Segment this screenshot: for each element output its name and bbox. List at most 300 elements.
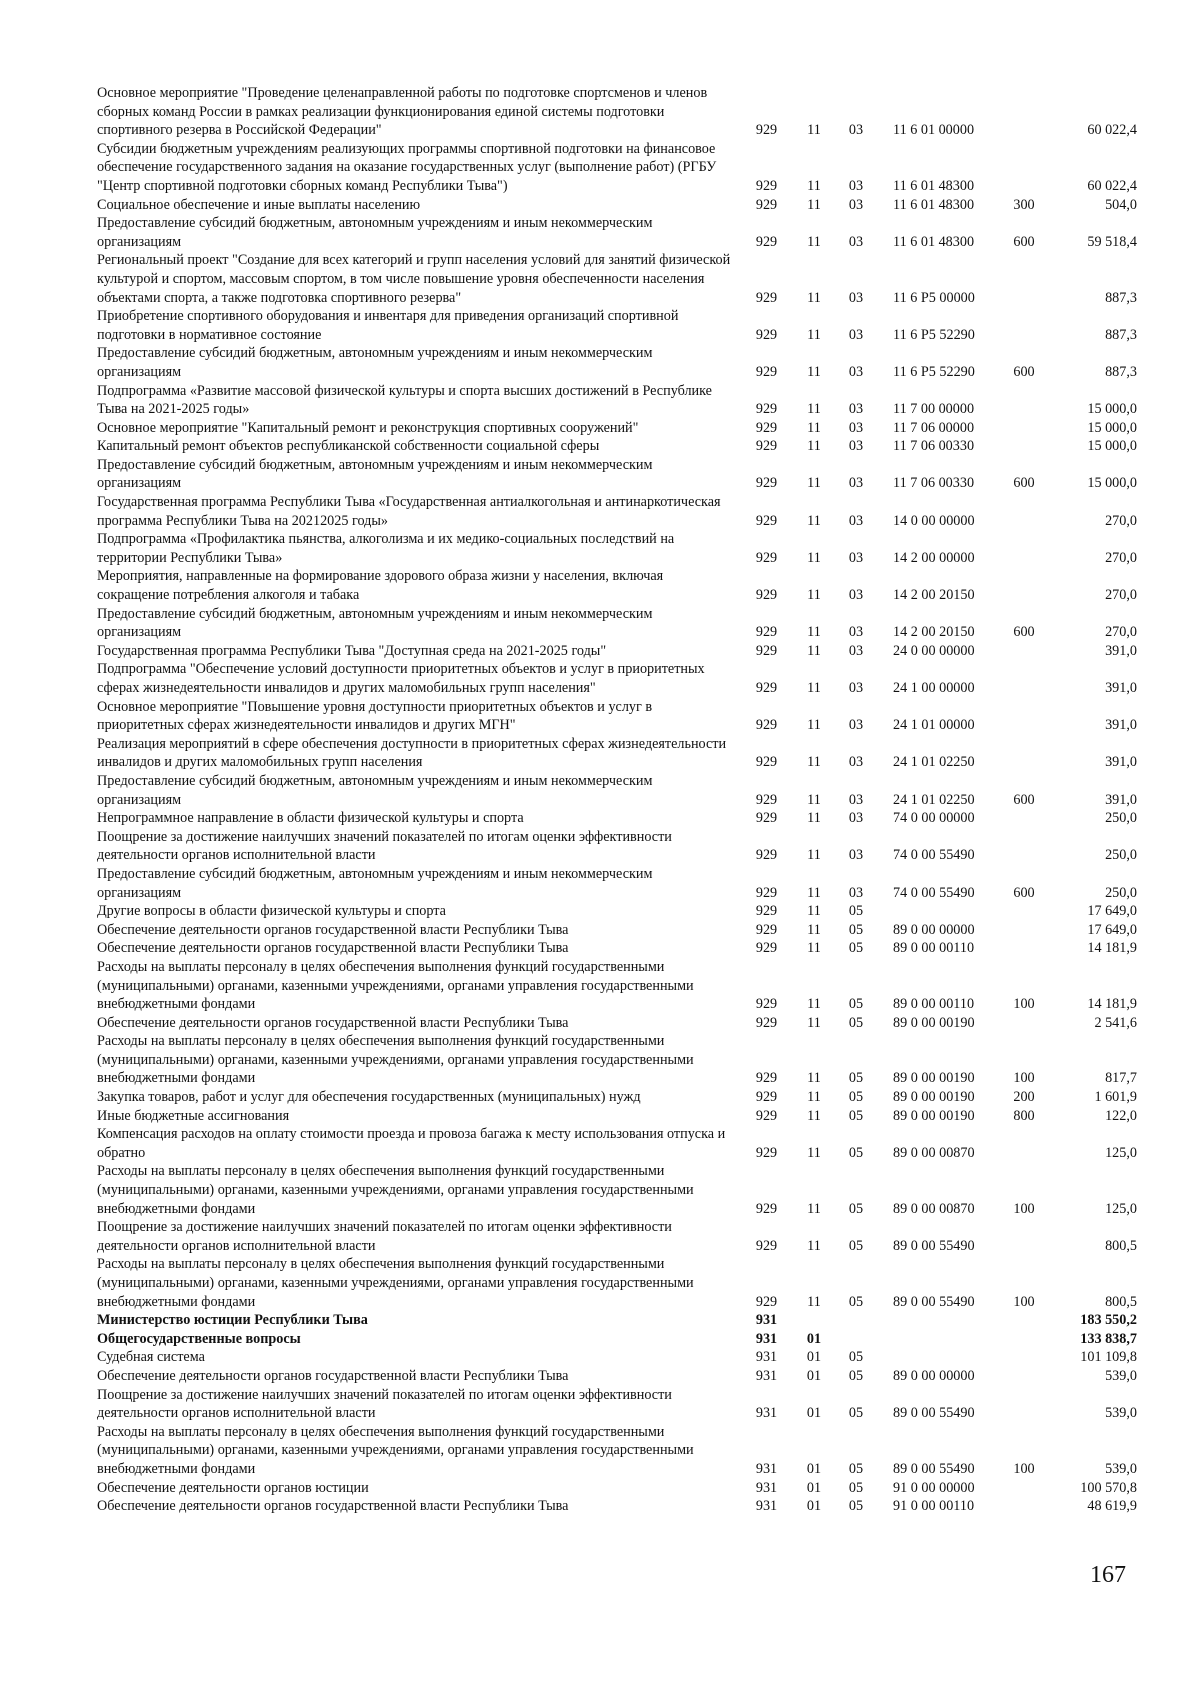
subsection-code: 05 (848, 1349, 864, 1366)
row-name: Обеспечение деятельности органов государственной власти Республики Тыва (97, 1367, 569, 1384)
amount: 887,3 (1105, 326, 1137, 343)
amount: 391,0 (1105, 642, 1137, 659)
admin-code: 931 (755, 1367, 778, 1384)
admin-code: 929 (755, 680, 778, 696)
table-row (97, 251, 1137, 307)
row-name: Расходы на выплаты персоналу в целях обеспечения выполнения функций государственными (муниципальными) органами, казенными учреждениями, органами управления государственными внебюджетными фондами (97, 1163, 694, 1217)
section-code: 11 (807, 1144, 821, 1161)
target-article-code: 11 6 P5 00000 (893, 289, 975, 306)
row-name: Капитальный ремонт объектов республиканской собственности социальной сферы (97, 438, 600, 455)
section-code: 11 (807, 754, 821, 771)
section-code: 11 (807, 196, 821, 213)
table-row (97, 809, 1137, 828)
table-row (97, 1014, 1137, 1033)
target-article-code: 89 0 00 55490 (893, 1405, 975, 1422)
table-row (97, 437, 1137, 456)
amount: 887,3 (1105, 289, 1137, 306)
admin-code: 929 (755, 1089, 778, 1106)
subsection-code: 05 (848, 1293, 864, 1310)
amount: 270,0 (1105, 587, 1137, 604)
amount: 133 838,7 (1080, 1330, 1137, 1347)
admin-code: 929 (755, 587, 778, 604)
admin-code: 929 (755, 940, 778, 957)
section-code: 01 (806, 1405, 822, 1422)
section-code: 11 (807, 810, 821, 827)
subsection-code: 03 (848, 810, 864, 827)
section-code: 11 (807, 233, 821, 250)
expense-type-code: 600 (1013, 475, 1035, 492)
admin-code: 929 (755, 1014, 778, 1031)
target-article-code: 89 0 00 00190 (893, 1014, 975, 1031)
amount: 270,0 (1105, 512, 1137, 529)
target-article-code: 11 6 01 48300 (893, 196, 975, 213)
amount: 122,0 (1105, 1107, 1137, 1124)
section-code: 11 (807, 1237, 821, 1254)
table-row (97, 1386, 1137, 1423)
table-row (97, 865, 1137, 902)
amount: 17 649,0 (1087, 921, 1137, 938)
target-article-code: 89 0 00 00000 (893, 921, 975, 938)
expense-type-code: 100 (1013, 1460, 1035, 1477)
amount: 250,0 (1105, 810, 1137, 827)
row-name: Государственная программа Республики Тыва "Доступная среда на 2021-2025 годы" (97, 642, 607, 659)
admin-code: 929 (755, 326, 778, 343)
target-article-code: 74 0 00 00000 (893, 810, 975, 827)
amount: 17 649,0 (1087, 903, 1137, 920)
admin-code: 929 (755, 624, 778, 641)
section-code: 11 (807, 363, 821, 380)
row-name: Непрограммное направление в области физической культуры и спорта (97, 810, 524, 827)
subsection-code: 05 (848, 1237, 864, 1254)
subsection-code: 05 (848, 1367, 864, 1384)
amount: 14 181,9 (1087, 940, 1137, 957)
amount: 887,3 (1105, 363, 1137, 380)
table-row (97, 196, 1137, 215)
row-name: Мероприятия, направленные на формирование здорового образа жизни у населения, включая сокращение потребления алкоголя и табака (97, 568, 664, 604)
target-article-code: 14 2 00 20150 (893, 624, 975, 641)
table-row (97, 344, 1137, 381)
row-name: Региональный проект "Создание для всех категорий и групп населения условий для занятий физической культурой и спортом, массовым спортом, в том числе повышение уровня обеспеченности населения объектами спорта, а также подготовка спортивного резерва" (97, 252, 731, 306)
row-name: Предоставление субсидий бюджетным, автономным учреждениям и иным некоммерческим организациям (97, 456, 653, 492)
section-code: 11 (807, 122, 821, 139)
row-name: Закупка товаров, работ и услуг для обеспечения государственных (муниципальных) нужд (97, 1089, 641, 1106)
admin-code: 929 (755, 1070, 778, 1087)
page-number: 167 (1090, 1562, 1126, 1588)
subsection-code: 03 (848, 326, 864, 343)
amount: 391,0 (1105, 680, 1137, 696)
target-article-code: 89 0 00 00870 (893, 1200, 975, 1217)
admin-code: 929 (755, 791, 778, 808)
subsection-code: 03 (848, 642, 864, 659)
table-row (97, 735, 1137, 772)
admin-code: 931 (755, 1479, 778, 1496)
admin-code: 931 (755, 1312, 778, 1329)
table-row (97, 642, 1137, 661)
target-article-code: 89 0 00 00190 (893, 1089, 975, 1106)
table-row (97, 493, 1137, 530)
amount: 270,0 (1105, 624, 1137, 641)
subsection-code: 03 (848, 549, 864, 566)
admin-code: 929 (755, 401, 778, 418)
admin-code: 929 (755, 642, 778, 659)
row-name: Другие вопросы в области физической культуры и спорта (97, 903, 446, 920)
subsection-code: 05 (848, 1144, 864, 1161)
row-name: Реализация мероприятий в сфере обеспечения доступности в приоритетных сферах жизнедеятельности инвалидов и других маломобильных групп населения (97, 735, 727, 771)
expense-type-code: 100 (1013, 1070, 1035, 1087)
admin-code: 929 (755, 438, 778, 455)
row-name: Министерство юстиции Республики Тыва (97, 1312, 368, 1329)
row-name: Предоставление субсидий бюджетным, автономным учреждениям и иным некоммерческим организациям (97, 772, 653, 808)
expense-type-code: 800 (1013, 1107, 1035, 1124)
section-code: 11 (807, 438, 821, 455)
amount: 48 619,9 (1087, 1498, 1137, 1515)
row-name: Расходы на выплаты персоналу в целях обеспечения выполнения функций государственными (муниципальными) органами, казенными учреждениями, органами управления государственными внебюджетными фондами (97, 1423, 694, 1477)
section-code: 11 (807, 1200, 821, 1217)
target-article-code: 11 6 01 00000 (893, 122, 975, 139)
amount: 15 000,0 (1087, 438, 1137, 455)
target-article-code: 74 0 00 55490 (893, 884, 975, 901)
table-row (97, 828, 1137, 865)
subsection-code: 05 (848, 1070, 864, 1087)
section-code: 11 (807, 401, 821, 418)
target-article-code: 11 6 P5 52290 (893, 363, 975, 380)
admin-code: 929 (755, 475, 778, 492)
subsection-code: 03 (848, 438, 864, 455)
subsection-code: 03 (848, 363, 864, 380)
expense-type-code: 600 (1013, 363, 1035, 380)
row-name: Предоставление субсидий бюджетным, автономным учреждениям и иным некоммерческим организациям (97, 345, 653, 380)
admin-code: 929 (755, 1293, 778, 1310)
table-row (97, 1330, 1137, 1349)
section-code: 11 (807, 419, 821, 436)
section-code: 11 (807, 1107, 821, 1124)
section-code: 11 (807, 791, 821, 808)
admin-code: 929 (755, 996, 778, 1013)
section-code: 11 (807, 1070, 821, 1087)
subsection-code: 03 (848, 717, 864, 734)
row-name: Расходы на выплаты персоналу в целях обеспечения выполнения функций государственными (муниципальными) органами, казенными учреждениями, органами управления государственными внебюджетными фондами (97, 958, 694, 1013)
admin-code: 931 (755, 1349, 778, 1366)
amount: 800,5 (1105, 1237, 1137, 1254)
section-code: 01 (806, 1498, 822, 1515)
target-article-code: 89 0 00 00110 (893, 940, 975, 957)
admin-code: 929 (755, 233, 778, 250)
subsection-code: 03 (848, 884, 864, 901)
subsection-code: 05 (848, 1014, 864, 1031)
section-code: 01 (806, 1367, 822, 1384)
admin-code: 931 (755, 1460, 778, 1477)
subsection-code: 03 (848, 419, 864, 436)
subsection-code: 05 (848, 903, 864, 920)
amount: 391,0 (1105, 791, 1137, 808)
subsection-code: 03 (848, 196, 864, 213)
subsection-code: 03 (848, 233, 864, 250)
amount: 504,0 (1105, 196, 1137, 213)
amount: 125,0 (1105, 1200, 1137, 1217)
row-name: Подпрограмма «Развитие массовой физической культуры и спорта высших достижений в Республике Тыва на 2021-2025 годы» (97, 382, 712, 418)
section-code: 11 (807, 1293, 821, 1310)
target-article-code: 24 0 00 00000 (893, 642, 975, 659)
row-name: Обеспечение деятельности органов государственной власти Республики Тыва (97, 940, 569, 957)
table-row (97, 1367, 1137, 1386)
row-name: Расходы на выплаты персоналу в целях обеспечения выполнения функций государственными (муниципальными) органами, казенными учреждениями, органами управления государственными внебюджетными фондами (97, 1033, 694, 1087)
table-row (97, 605, 1137, 642)
subsection-code: 03 (848, 475, 864, 492)
admin-code: 931 (755, 1498, 778, 1515)
subsection-code: 05 (848, 996, 864, 1013)
row-name: Социальное обеспечение и иные выплаты населению (97, 196, 421, 213)
section-code: 11 (807, 1014, 821, 1031)
subsection-code: 05 (848, 940, 864, 957)
admin-code: 929 (755, 1107, 778, 1124)
admin-code: 929 (755, 177, 778, 194)
amount: 60 022,4 (1087, 177, 1137, 194)
table-row (97, 140, 1137, 196)
subsection-code: 03 (848, 512, 864, 529)
table-row (97, 698, 1137, 735)
admin-code: 929 (755, 921, 778, 938)
section-code: 11 (807, 884, 821, 901)
expense-type-code: 300 (1013, 196, 1035, 213)
section-code: 01 (806, 1349, 822, 1366)
row-name: Обеспечение деятельности органов юстиции (97, 1479, 369, 1496)
section-code: 11 (807, 512, 821, 529)
table-row (97, 660, 1137, 697)
subsection-code: 03 (848, 587, 864, 604)
amount: 15 000,0 (1087, 401, 1137, 418)
amount: 60 022,4 (1087, 122, 1137, 139)
table-row (97, 307, 1137, 344)
row-name: Предоставление субсидий бюджетным, автономным учреждениям и иным некоммерческим организациям (97, 215, 653, 250)
amount: 15 000,0 (1087, 419, 1137, 436)
admin-code: 929 (755, 1144, 778, 1161)
amount: 101 109,8 (1080, 1349, 1137, 1366)
table-row (97, 772, 1137, 809)
expense-type-code: 600 (1013, 624, 1035, 641)
table-row (97, 382, 1137, 419)
admin-code: 929 (755, 196, 778, 213)
target-article-code: 89 0 00 55490 (893, 1460, 975, 1477)
target-article-code: 24 1 00 00000 (893, 680, 975, 696)
target-article-code: 89 0 00 00110 (893, 996, 975, 1013)
row-name: Обеспечение деятельности органов государственной власти Республики Тыва (97, 1014, 569, 1031)
subsection-code: 05 (848, 1479, 864, 1496)
target-article-code: 11 7 06 00000 (893, 419, 975, 436)
subsection-code: 03 (848, 754, 864, 771)
amount: 539,0 (1105, 1405, 1137, 1422)
subsection-code: 03 (848, 401, 864, 418)
table-row (97, 567, 1137, 604)
subsection-code: 03 (848, 122, 864, 139)
section-code: 11 (807, 680, 821, 696)
target-article-code: 11 6 01 48300 (893, 177, 975, 194)
section-code: 01 (806, 1330, 822, 1347)
target-article-code: 14 0 00 00000 (893, 512, 975, 529)
admin-code: 929 (755, 847, 778, 864)
amount: 1 601,9 (1094, 1089, 1137, 1106)
amount: 539,0 (1105, 1460, 1137, 1477)
target-article-code: 89 0 00 55490 (893, 1237, 975, 1254)
section-code: 11 (807, 921, 821, 938)
amount: 250,0 (1105, 884, 1137, 901)
target-article-code: 89 0 00 00190 (893, 1107, 975, 1124)
subsection-code: 03 (848, 624, 864, 641)
table-row (97, 419, 1137, 438)
section-code: 11 (807, 587, 821, 604)
amount: 391,0 (1105, 754, 1137, 771)
subsection-code: 05 (848, 1498, 864, 1515)
amount: 183 550,2 (1080, 1312, 1137, 1329)
table-row (97, 1311, 1137, 1330)
table-row (97, 958, 1137, 1014)
row-name: Субсидии бюджетным учреждениям реализующих программы спортивной подготовки на финансовое обеспечение государственного задания на оказание государственных услуг (выполнение работ) (РГБУ "Центр спортивной подготовки сборных команд Республики Тыва") (97, 140, 717, 194)
target-article-code: 11 6 P5 52290 (893, 326, 975, 343)
admin-code: 929 (755, 289, 778, 306)
section-code: 11 (807, 717, 821, 734)
row-name: Основное мероприятие "Проведение целенаправленной работы по подготовке спортсменов и членов сборных команд России в рамках реализации функционирования единой системы подготовки спортивного резерва в Российской Федерации" (97, 85, 708, 139)
section-code: 11 (807, 177, 821, 194)
row-name: Обеспечение деятельности органов государственной власти Республики Тыва (97, 1498, 569, 1515)
section-code: 11 (807, 642, 821, 659)
admin-code: 931 (755, 1330, 778, 1347)
amount: 15 000,0 (1087, 475, 1137, 492)
target-article-code: 24 1 01 02250 (893, 754, 975, 771)
subsection-code: 03 (848, 791, 864, 808)
section-code: 01 (806, 1460, 822, 1477)
admin-code: 929 (755, 1200, 778, 1217)
section-code: 01 (806, 1479, 822, 1496)
admin-code: 929 (755, 363, 778, 380)
row-name: Иные бюджетные ассигнования (97, 1107, 290, 1124)
section-code: 11 (807, 940, 821, 957)
table-row (97, 456, 1137, 493)
row-name: Поощрение за достижение наилучших значений показателей по итогам оценки эффективности деятельности органов исполнительной власти (97, 1386, 672, 1422)
section-code: 11 (807, 549, 821, 566)
target-article-code: 11 7 06 00330 (893, 438, 975, 455)
target-article-code: 11 7 06 00330 (893, 475, 975, 492)
row-name: Основное мероприятие "Капитальный ремонт и реконструкция спортивных сооружений" (97, 419, 639, 436)
subsection-code: 03 (848, 847, 864, 864)
table-row (97, 1162, 1137, 1218)
admin-code: 929 (755, 903, 778, 920)
row-name: Обеспечение деятельности органов государственной власти Республики Тыва (97, 921, 569, 938)
table-row (97, 1255, 1137, 1311)
table-row (97, 1479, 1137, 1498)
admin-code: 929 (755, 884, 778, 901)
table-row (97, 1032, 1137, 1088)
row-name: Расходы на выплаты персоналу в целях обеспечения выполнения функций государственными (муниципальными) органами, казенными учреждениями, органами управления государственными внебюджетными фондами (97, 1256, 694, 1310)
section-code: 11 (807, 326, 821, 343)
table-row (97, 84, 1137, 140)
row-name: Судебная система (97, 1349, 205, 1366)
row-name: Подпрограмма «Профилактика пьянства, алкоголизма и их медико-социальных последствий на территории Республики Тыва» (97, 531, 675, 566)
subsection-code: 03 (848, 177, 864, 194)
table-row (97, 1423, 1137, 1479)
table-row (97, 1088, 1137, 1107)
target-article-code: 14 2 00 20150 (893, 587, 975, 604)
subsection-code: 05 (848, 1200, 864, 1217)
target-article-code: 89 0 00 00190 (893, 1070, 975, 1087)
subsection-code: 05 (848, 1460, 864, 1477)
target-article-code: 91 0 00 00000 (893, 1479, 975, 1496)
target-article-code: 89 0 00 55490 (893, 1293, 975, 1310)
amount: 125,0 (1105, 1144, 1137, 1161)
table-row (97, 921, 1137, 940)
table-row (97, 1218, 1137, 1255)
amount: 391,0 (1105, 717, 1137, 734)
target-article-code: 24 1 01 02250 (893, 791, 975, 808)
table-row (97, 1348, 1137, 1367)
admin-code: 929 (755, 1237, 778, 1254)
target-article-code: 91 0 00 00110 (893, 1498, 975, 1515)
amount: 539,0 (1105, 1367, 1137, 1384)
expense-type-code: 100 (1013, 1200, 1035, 1217)
amount: 270,0 (1105, 549, 1137, 566)
target-article-code: 11 7 00 00000 (893, 401, 975, 418)
table-row (97, 1497, 1137, 1516)
target-article-code: 74 0 00 55490 (893, 847, 975, 864)
expense-type-code: 600 (1013, 884, 1035, 901)
expense-type-code: 200 (1013, 1089, 1035, 1106)
budget-table (97, 84, 1137, 1516)
row-name: Государственная программа Республики Тыва «Государственная антиалкогольная и антинаркотическая программа Республики Тыва на 20212025 годы» (97, 494, 721, 529)
target-article-code: 24 1 01 00000 (893, 717, 975, 734)
target-article-code: 89 0 00 00000 (893, 1367, 975, 1384)
row-name: Приобретение спортивного оборудования и инвентаря для приведения организаций спортивной подготовки в нормативное состояние (97, 308, 679, 343)
subsection-code: 05 (848, 1107, 864, 1124)
row-name: Предоставление субсидий бюджетным, автономным учреждениям и иным некоммерческим организациям (97, 865, 653, 901)
admin-code: 929 (755, 549, 778, 566)
section-code: 11 (807, 1089, 821, 1106)
expense-type-code: 600 (1013, 233, 1035, 250)
amount: 100 570,8 (1080, 1479, 1137, 1496)
admin-code: 929 (755, 810, 778, 827)
table-row (97, 530, 1137, 567)
table-row (97, 1125, 1137, 1162)
table-row (97, 939, 1137, 958)
amount: 800,5 (1105, 1293, 1137, 1310)
row-name: Компенсация расходов на оплату стоимости проезда и провоза багажа к месту использования отпуска и обратно (97, 1126, 726, 1161)
subsection-code: 03 (848, 680, 864, 696)
target-article-code: 14 2 00 00000 (893, 549, 975, 566)
amount: 14 181,9 (1087, 996, 1137, 1013)
target-article-code: 89 0 00 00870 (893, 1144, 975, 1161)
subsection-code: 03 (848, 289, 864, 306)
section-code: 11 (807, 996, 821, 1013)
expense-type-code: 600 (1013, 791, 1035, 808)
subsection-code: 05 (848, 1089, 864, 1106)
admin-code: 929 (755, 122, 778, 139)
table-row (97, 902, 1137, 921)
section-code: 11 (807, 624, 821, 641)
row-name: Поощрение за достижение наилучших значений показателей по итогам оценки эффективности деятельности органов исполнительной власти (97, 828, 672, 864)
admin-code: 929 (755, 717, 778, 734)
section-code: 11 (807, 847, 821, 864)
section-code: 11 (807, 903, 821, 920)
row-name: Подпрограмма "Обеспечение условий доступности приоритетных объектов и услуг в приоритетных сферах жизнедеятельности инвалидов и других маломобильных групп населения" (97, 661, 705, 696)
subsection-code: 05 (848, 1405, 864, 1422)
table-row (97, 1107, 1137, 1126)
row-name: Общегосударственные вопросы (97, 1330, 301, 1347)
expense-type-code: 100 (1013, 1293, 1035, 1310)
row-name: Основное мероприятие "Повышение уровня доступности приоритетных объектов и услуг в приоритетных сферах жизнедеятельности инвалидов и других МГН" (97, 698, 653, 734)
admin-code: 929 (755, 512, 778, 529)
admin-code: 929 (755, 419, 778, 436)
admin-code: 931 (755, 1405, 778, 1422)
expense-type-code: 100 (1013, 996, 1035, 1013)
amount: 817,7 (1105, 1070, 1137, 1087)
section-code: 11 (807, 475, 821, 492)
